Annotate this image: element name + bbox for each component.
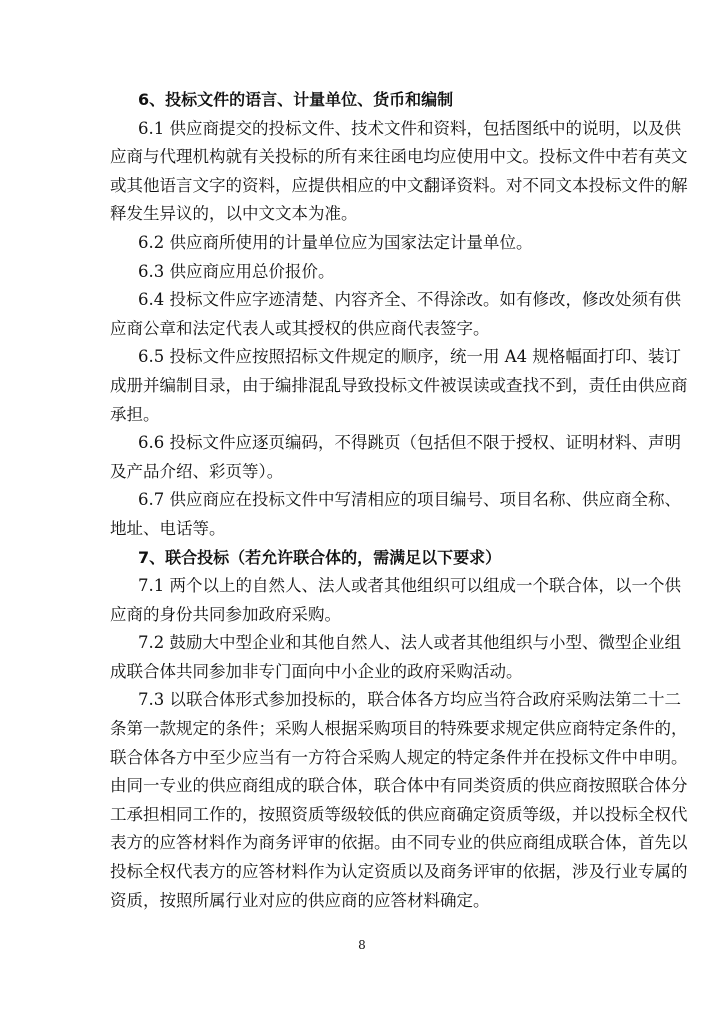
paragraph-line: 应商公章和法定代表人或其授权的供应商代表签字。 bbox=[110, 318, 490, 338]
paragraph-line: 承担。 bbox=[110, 404, 160, 424]
section-heading bbox=[110, 544, 598, 573]
paragraph-line: 6.6 投标文件应逐页编码，不得跳页（包括但不限于授权、证明材料、声明 bbox=[138, 433, 681, 453]
paragraph-line: 条第一款规定的条件；采购人根据采购项目的特殊要求规定供应商特定条件的， bbox=[110, 719, 688, 739]
paragraph-line: 成联合体共同参加非专门面向中小企业的政府采购活动。 bbox=[110, 661, 523, 681]
heading-text: 6、投标文件的语言、计量单位、货币和编制 bbox=[138, 90, 454, 109]
paragraph-line: 及产品介绍、彩页等）。 bbox=[110, 461, 284, 481]
paragraph-line: 释发生异议的，以中文文本为准。 bbox=[110, 204, 358, 224]
heading-text: 7、联合投标（若允许联合体的，需满足以下要求） bbox=[138, 547, 502, 567]
paragraph-line: 由同一专业的供应商组成的联合体，联合体中有同类资质的供应商按照联合体分 bbox=[110, 776, 688, 796]
paragraph-line: 6.7 供应商应在投标文件中写清相应的项目编号、项目名称、供应商全称、 bbox=[138, 490, 681, 510]
paragraph-line: 成册并编制目录，由于编排混乱导致投标文件被误读或查找不到，责任由供应商 bbox=[110, 375, 688, 395]
paragraph-line: 投标全权代表方的应答材料作为认定资质以及商务评审的依据，涉及行业专属的 bbox=[110, 862, 688, 882]
paragraph bbox=[110, 343, 688, 429]
paragraph bbox=[110, 686, 688, 915]
paragraph-line: 6.2 供应商所使用的计量单位应为国家法定计量单位。 bbox=[138, 232, 533, 252]
section-heading bbox=[110, 86, 598, 115]
document-body bbox=[110, 86, 688, 915]
paragraph-line: 7.1 两个以上的自然人、法人或者其他组织可以组成一个联合体，以一个供 bbox=[138, 576, 681, 596]
paragraph bbox=[110, 115, 688, 229]
paragraph-line: 应商与代理机构就有关投标的所有来往函电均应使用中文。投标文件中若有英文 bbox=[110, 147, 688, 167]
paragraph bbox=[110, 286, 681, 343]
paragraph bbox=[110, 629, 681, 686]
paragraph-line: 地址、电话等。 bbox=[110, 518, 226, 538]
paragraph-line: 工承担相同工作的，按照资质等级较低的供应商确定资质等级，并以投标全权代 bbox=[110, 804, 688, 824]
paragraph-line: 6.5 投标文件应按照招标文件规定的顺序，统一用 A4 规格幅面打印、装订 bbox=[138, 347, 681, 367]
paragraph-line: 或其他语言文字的资料，应提供相应的中文翻译资料。对不同文本投标文件的解 bbox=[110, 175, 688, 195]
paragraph bbox=[110, 486, 681, 543]
paragraph-line: 6.1 供应商提交的投标文件、技术文件和资料，包括图纸中的说明，以及供 bbox=[138, 118, 681, 138]
paragraph-line: 联合体各方中至少应当有一方符合采购人规定的特定条件并在投标文件中申明。 bbox=[110, 747, 688, 767]
paragraph-line: 表方的应答材料作为商务评审的依据。由不同专业的供应商组成联合体，首先以 bbox=[110, 833, 688, 853]
paragraph bbox=[110, 229, 598, 258]
paragraph-line: 6.3 供应商应用总价报价。 bbox=[138, 261, 335, 281]
paragraph-line: 7.2 鼓励大中型企业和其他自然人、法人或者其他组织与小型、微型企业组 bbox=[138, 633, 681, 653]
paragraph-line: 应商的身份共同参加政府采购。 bbox=[110, 604, 341, 624]
paragraph-line: 6.4 投标文件应字迹清楚、内容齐全、不得涂改。如有修改，修改处须有供 bbox=[138, 290, 681, 310]
paragraph-line: 7.3 以联合体形式参加投标的，联合体各方均应当符合政府采购法第二十二 bbox=[138, 690, 681, 710]
paragraph bbox=[110, 572, 681, 629]
paragraph bbox=[110, 429, 681, 486]
paragraph bbox=[110, 258, 598, 287]
page-number: 8 bbox=[358, 938, 366, 952]
paragraph-line: 资质，按照所属行业对应的供应商的应答材料确定。 bbox=[110, 890, 490, 910]
